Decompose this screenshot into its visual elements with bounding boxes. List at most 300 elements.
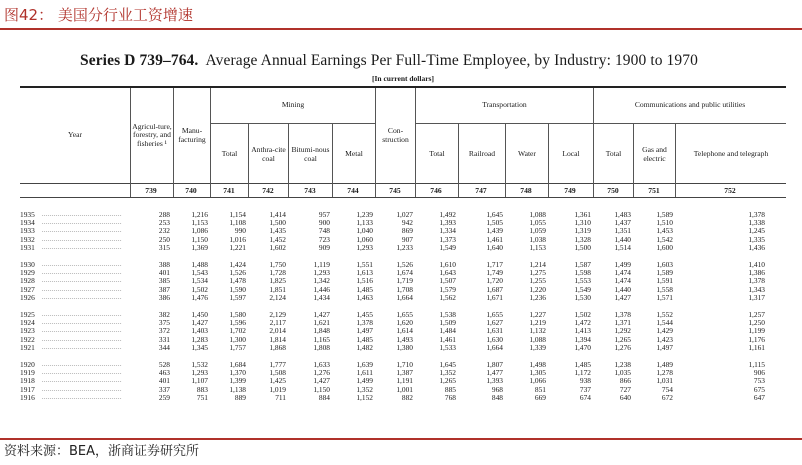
row-value: 1,427 <box>614 292 631 302</box>
table-row <box>20 294 786 302</box>
row-value: 1,602 <box>269 242 286 252</box>
row-leader-dots: ........................................ <box>42 336 122 343</box>
row-value: 1,378 <box>614 310 631 319</box>
series-number: 742 <box>262 186 274 195</box>
row-value: 1,484 <box>439 326 456 336</box>
row-value: 1,040 <box>356 226 373 236</box>
row-value: 1,640 <box>486 242 503 252</box>
row-value: 1,403 <box>191 326 208 336</box>
row-value: 675 <box>753 384 765 394</box>
series-number: 746 <box>430 186 442 195</box>
row-value: 1,474 <box>614 276 631 286</box>
row-value: 1,620 <box>396 318 413 328</box>
row-value: 1,038 <box>529 234 546 244</box>
row-value: 1,055 <box>529 218 546 228</box>
row-value: 1,558 <box>656 284 673 294</box>
row-value: 907 <box>401 234 413 244</box>
header-bottom-rule <box>20 183 786 184</box>
row-value: 1,510 <box>656 218 673 228</box>
row-value: 1,265 <box>614 334 631 344</box>
row-value: 1,717 <box>486 260 503 269</box>
row-year: 1925 <box>20 310 35 319</box>
row-value: 1,502 <box>574 310 591 319</box>
row-value: 1,352 <box>439 368 456 378</box>
row-value: 882 <box>401 392 413 402</box>
row-year: 1929 <box>20 268 35 278</box>
mining-spanner-rule <box>210 123 375 124</box>
row-value: 1,373 <box>439 234 456 244</box>
row-value: 1,639 <box>356 360 373 369</box>
row-value: 1,108 <box>229 218 246 228</box>
row-value: 528 <box>158 360 170 369</box>
row-value: 1,319 <box>574 226 591 236</box>
header-manufacturing: Manu-facturing <box>178 126 206 144</box>
row-value: 1,868 <box>269 342 286 352</box>
row-value: 751 <box>196 392 208 402</box>
row-value: 1,310 <box>574 218 591 228</box>
series-number-rule <box>20 197 786 198</box>
row-value: 906 <box>753 368 765 378</box>
table-subtitle: [In current dollars] <box>372 74 434 83</box>
header-mining-total: Total <box>221 149 238 159</box>
row-value: 647 <box>753 392 765 402</box>
row-value: 1,334 <box>439 226 456 236</box>
row-value: 1,133 <box>356 218 373 228</box>
row-value: 672 <box>661 392 673 402</box>
row-value: 754 <box>661 384 673 394</box>
row-value: 1,115 <box>748 360 765 369</box>
row-value: 1,571 <box>656 292 673 302</box>
row-value: 1,335 <box>748 234 765 244</box>
row-value: 1,493 <box>396 334 413 344</box>
row-value: 337 <box>158 384 170 394</box>
row-value: 1,851 <box>269 284 286 294</box>
row-value: 1,579 <box>439 284 456 294</box>
row-value: 1,342 <box>313 276 330 286</box>
row-value: 737 <box>579 384 591 394</box>
row-value: 1,553 <box>574 276 591 286</box>
row-value: 1,035 <box>614 368 631 378</box>
row-value: 1,393 <box>439 218 456 228</box>
row-leader-dots: ........................................ <box>42 236 122 243</box>
transportation-spanner-rule <box>415 123 593 124</box>
row-value: 1,485 <box>574 360 591 369</box>
row-value: 1,276 <box>313 368 330 378</box>
table-row <box>20 394 786 402</box>
row-value: 1,587 <box>574 260 591 269</box>
row-year: 1919 <box>20 368 35 378</box>
row-value: 2,124 <box>269 292 286 302</box>
row-value: 1,482 <box>356 342 373 352</box>
header-construction: Con-struction <box>382 126 409 144</box>
row-value: 2,129 <box>269 310 286 319</box>
row-value: 1,589 <box>656 210 673 219</box>
row-value: 1,597 <box>229 292 246 302</box>
row-value: 1,674 <box>396 268 413 278</box>
row-year: 1922 <box>20 334 35 344</box>
header-railroad: Railroad <box>468 149 496 159</box>
row-value: 1,176 <box>748 334 765 344</box>
row-value: 1,257 <box>748 310 765 319</box>
row-value: 1,150 <box>191 234 208 244</box>
row-value: 723 <box>318 234 330 244</box>
row-value: 1,502 <box>191 284 208 294</box>
header-communications-total: Total <box>605 149 622 159</box>
row-value: 885 <box>444 384 456 394</box>
row-value: 1,708 <box>396 284 413 294</box>
row-value: 1,410 <box>748 260 765 269</box>
row-value: 1,542 <box>656 234 673 244</box>
row-value: 375 <box>158 318 170 328</box>
row-value: 748 <box>318 226 330 236</box>
row-value: 1,394 <box>574 334 591 344</box>
figure-title: 图42： 美国分行业工资增速 <box>4 6 193 24</box>
row-value: 1,664 <box>396 292 413 302</box>
row-value: 1,369 <box>191 242 208 252</box>
series-number: 751 <box>648 186 660 195</box>
row-value: 1,227 <box>529 310 546 319</box>
row-value: 388 <box>158 260 170 269</box>
row-value: 1,603 <box>656 260 673 269</box>
row-value: 1,508 <box>269 368 286 378</box>
row-leader-dots: ........................................ <box>42 370 122 377</box>
row-value: 768 <box>444 392 456 402</box>
row-value: 1,532 <box>191 360 208 369</box>
row-value: 1,461 <box>439 334 456 344</box>
series-number: 752 <box>724 186 736 195</box>
row-year: 1918 <box>20 376 35 386</box>
row-value: 1,440 <box>614 234 631 244</box>
row-value: 1,016 <box>229 234 246 244</box>
row-value: 1,505 <box>486 218 503 228</box>
row-value: 1,534 <box>191 276 208 286</box>
row-value: 1,440 <box>614 284 631 294</box>
row-value: 1,154 <box>229 210 246 219</box>
row-value: 1,427 <box>313 376 330 386</box>
row-value: 1,059 <box>529 226 546 236</box>
row-value: 372 <box>158 326 170 336</box>
row-value: 1,655 <box>486 310 503 319</box>
row-value: 1,027 <box>396 210 413 219</box>
series-number: 749 <box>564 186 576 195</box>
row-value: 1,544 <box>656 318 673 328</box>
row-value: 1,413 <box>574 326 591 336</box>
row-value: 386 <box>158 292 170 302</box>
row-value: 1,300 <box>229 334 246 344</box>
row-value: 1,283 <box>191 334 208 344</box>
row-leader-dots: ........................................ <box>42 278 122 285</box>
row-value: 957 <box>318 210 330 219</box>
row-value: 1,562 <box>439 292 456 302</box>
row-year: 1920 <box>20 360 35 369</box>
row-value: 1,777 <box>269 360 286 369</box>
row-value: 938 <box>579 376 591 386</box>
header-gas-electric: Gas and electric <box>642 145 667 163</box>
row-year: 1935 <box>20 210 35 219</box>
row-value: 1,589 <box>656 268 673 278</box>
row-value: 753 <box>753 376 765 386</box>
row-year: 1927 <box>20 284 35 294</box>
row-value: 1,814 <box>269 334 286 344</box>
row-value: 1,551 <box>356 260 373 269</box>
header-transportation: Transportation <box>482 99 527 109</box>
row-value: 1,549 <box>439 242 456 252</box>
figure-source: 资料来源：BEA，浙商证券研究所 <box>4 444 200 459</box>
row-value: 1,645 <box>439 360 456 369</box>
row-value: 1,474 <box>614 268 631 278</box>
row-value: 942 <box>401 218 413 228</box>
row-value: 1,387 <box>396 368 413 378</box>
row-value: 1,591 <box>656 276 673 286</box>
row-value: 1,150 <box>313 384 330 394</box>
row-value: 1,470 <box>574 342 591 352</box>
row-value: 1,088 <box>529 210 546 219</box>
row-value: 1,483 <box>614 210 631 219</box>
row-value: 1,627 <box>486 318 503 328</box>
row-value: 1,645 <box>486 210 503 219</box>
row-value: 1,453 <box>656 226 673 236</box>
row-value: 1,543 <box>191 268 208 278</box>
row-value: 1,710 <box>396 360 413 369</box>
row-value: 1,498 <box>529 360 546 369</box>
row-value: 869 <box>401 226 413 236</box>
row-value: 727 <box>619 384 631 394</box>
row-value: 1,427 <box>313 310 330 319</box>
row-value: 1,066 <box>529 376 546 386</box>
row-value: 1,352 <box>356 384 373 394</box>
row-value: 385 <box>158 276 170 286</box>
row-value: 387 <box>158 284 170 294</box>
row-value: 1,613 <box>356 268 373 278</box>
row-leader-dots: ........................................ <box>42 262 122 268</box>
row-value: 1,255 <box>529 276 546 286</box>
row-year: 1921 <box>20 342 35 352</box>
row-year: 1917 <box>20 384 35 394</box>
series-number: 745 <box>389 186 401 195</box>
row-value: 1,199 <box>748 326 765 336</box>
row-value: 1,452 <box>269 234 286 244</box>
row-value: 1,278 <box>656 368 673 378</box>
row-value: 1,370 <box>229 368 246 378</box>
header-telephone-telegraph: Telephone and telegraph <box>693 149 769 159</box>
row-value: 1,434 <box>313 292 330 302</box>
row-value: 1,339 <box>529 342 546 352</box>
series-number: 739 <box>145 186 157 195</box>
row-leader-dots: ........................................ <box>42 286 122 293</box>
row-value: 1,461 <box>486 234 503 244</box>
row-value: 1,549 <box>574 284 591 294</box>
row-value: 1,610 <box>439 260 456 269</box>
row-value: 1,687 <box>486 284 503 294</box>
row-value: 1,489 <box>656 360 673 369</box>
row-value: 1,621 <box>313 318 330 328</box>
row-value: 1,455 <box>356 310 373 319</box>
series-number: 740 <box>185 186 197 195</box>
row-value: 1,219 <box>529 318 546 328</box>
row-value: 382 <box>158 310 170 319</box>
row-value: 1,719 <box>396 276 413 286</box>
row-value: 1,345 <box>191 342 208 352</box>
row-value: 1,293 <box>191 368 208 378</box>
row-leader-dots: ........................................ <box>42 386 122 393</box>
row-value: 640 <box>619 392 631 402</box>
row-value: 1,378 <box>748 210 765 219</box>
row-value: 1,530 <box>574 292 591 302</box>
row-value: 848 <box>491 392 503 402</box>
row-value: 401 <box>158 376 170 386</box>
row-value: 1,477 <box>486 368 503 378</box>
row-value: 401 <box>158 268 170 278</box>
row-value: 1,214 <box>529 260 546 269</box>
row-leader-dots: ........................................ <box>42 344 122 351</box>
row-value: 1,596 <box>229 318 246 328</box>
row-value: 1,633 <box>313 360 330 369</box>
row-leader-dots: ........................................ <box>42 270 122 277</box>
series-number: 744 <box>347 186 359 195</box>
row-value: 1,019 <box>269 384 286 394</box>
header-transportation-total: Total <box>429 149 445 159</box>
row-value: 1,031 <box>656 376 673 386</box>
row-value: 1,424 <box>229 260 246 269</box>
row-value: 1,328 <box>574 234 591 244</box>
row-value: 1,399 <box>229 376 246 386</box>
row-value: 1,664 <box>486 342 503 352</box>
row-value: 1,429 <box>656 326 673 336</box>
row-value: 1,088 <box>529 334 546 344</box>
row-value: 1,343 <box>748 284 765 294</box>
row-value: 1,317 <box>748 292 765 302</box>
row-leader-dots: ........................................ <box>42 228 122 235</box>
row-value: 1,446 <box>313 284 330 294</box>
row-value: 1,361 <box>574 210 591 219</box>
row-value: 1,233 <box>396 242 413 252</box>
row-leader-dots: ........................................ <box>42 244 122 251</box>
row-value: 1,526 <box>396 260 413 269</box>
row-value: 250 <box>158 234 170 244</box>
row-value: 1,220 <box>529 284 546 294</box>
row-value: 1,276 <box>614 342 631 352</box>
row-value: 1,671 <box>486 292 503 302</box>
row-value: 1,386 <box>748 268 765 278</box>
row-value: 1,435 <box>269 226 286 236</box>
header-local: Local <box>562 149 580 159</box>
row-value: 288 <box>158 210 170 219</box>
row-value: 1,107 <box>191 376 208 386</box>
row-year: 1931 <box>20 242 35 252</box>
row-value: 1,655 <box>396 310 413 319</box>
row-leader-dots: ........................................ <box>42 212 122 218</box>
row-value: 1,437 <box>614 218 631 228</box>
row-value: 1,119 <box>313 260 330 269</box>
row-value: 1,526 <box>229 268 246 278</box>
row-value: 1,485 <box>356 284 373 294</box>
row-value: 1,497 <box>656 342 673 352</box>
row-value: 1,378 <box>356 318 373 328</box>
row-value: 2,014 <box>269 326 286 336</box>
row-value: 1,378 <box>748 276 765 286</box>
row-value: 1,472 <box>574 318 591 328</box>
row-value: 1,427 <box>191 318 208 328</box>
row-value: 1,598 <box>574 268 591 278</box>
row-value: 1,138 <box>229 384 246 394</box>
row-value: 1,538 <box>439 310 456 319</box>
row-year: 1924 <box>20 318 35 328</box>
row-leader-dots: ........................................ <box>42 220 122 227</box>
row-value: 1,338 <box>748 218 765 228</box>
series-number: 743 <box>304 186 316 195</box>
row-value: 1,476 <box>191 292 208 302</box>
row-value: 909 <box>318 242 330 252</box>
header-year: Year <box>68 130 82 140</box>
row-value: 1,509 <box>439 318 456 328</box>
header-communications: Communications and public utilities <box>634 99 746 109</box>
header-water: Water <box>518 149 536 159</box>
row-value: 866 <box>619 376 631 386</box>
row-value: 1,450 <box>191 310 208 319</box>
row-value: 331 <box>158 334 170 344</box>
table-title <box>80 52 770 70</box>
row-year: 1930 <box>20 260 35 269</box>
row-value: 1,239 <box>356 210 373 219</box>
header-anthracite-coal: Anthra-cite coal <box>251 145 286 163</box>
row-value: 1,580 <box>229 310 246 319</box>
row-value: 315 <box>158 242 170 252</box>
row-value: 2,117 <box>269 318 286 328</box>
row-value: 1,153 <box>191 218 208 228</box>
row-value: 1,533 <box>439 342 456 352</box>
row-value: 253 <box>158 218 170 228</box>
source-divider <box>0 438 802 440</box>
row-value: 1,250 <box>748 318 765 328</box>
row-leader-dots: ........................................ <box>42 320 122 327</box>
row-value: 1,514 <box>614 242 631 252</box>
row-value: 851 <box>534 384 546 394</box>
row-value: 1,552 <box>656 310 673 319</box>
series-label: Series D 739–764. <box>80 52 199 69</box>
row-year: 1933 <box>20 226 35 236</box>
row-value: 1,485 <box>356 334 373 344</box>
row-value: 1,488 <box>191 260 208 269</box>
row-year: 1934 <box>20 218 35 228</box>
row-value: 1,750 <box>269 260 286 269</box>
row-value: 1,172 <box>574 368 591 378</box>
row-value: 1,436 <box>748 242 765 252</box>
row-value: 1,191 <box>396 376 413 386</box>
row-value: 1,499 <box>614 260 631 269</box>
row-value: 1,643 <box>439 268 456 278</box>
row-leader-dots: ........................................ <box>42 294 122 301</box>
row-value: 1,293 <box>313 268 330 278</box>
row-value: 1,590 <box>229 284 246 294</box>
row-value: 711 <box>275 392 286 402</box>
row-value: 1,371 <box>614 318 631 328</box>
row-value: 669 <box>534 392 546 402</box>
row-value: 1,001 <box>396 384 413 394</box>
row-value: 1,221 <box>229 242 246 252</box>
scanned-table <box>20 40 786 424</box>
row-value: 1,423 <box>656 334 673 344</box>
series-number: 750 <box>607 186 619 195</box>
row-value: 1,614 <box>396 326 413 336</box>
row-value: 883 <box>196 384 208 394</box>
row-value: 1,463 <box>356 292 373 302</box>
header-mining: Mining <box>281 99 305 109</box>
row-value: 1,492 <box>439 210 456 219</box>
row-value: 1,684 <box>229 360 246 369</box>
row-leader-dots: ........................................ <box>42 312 122 318</box>
row-value: 1,380 <box>396 342 413 352</box>
row-value: 1,500 <box>574 242 591 252</box>
